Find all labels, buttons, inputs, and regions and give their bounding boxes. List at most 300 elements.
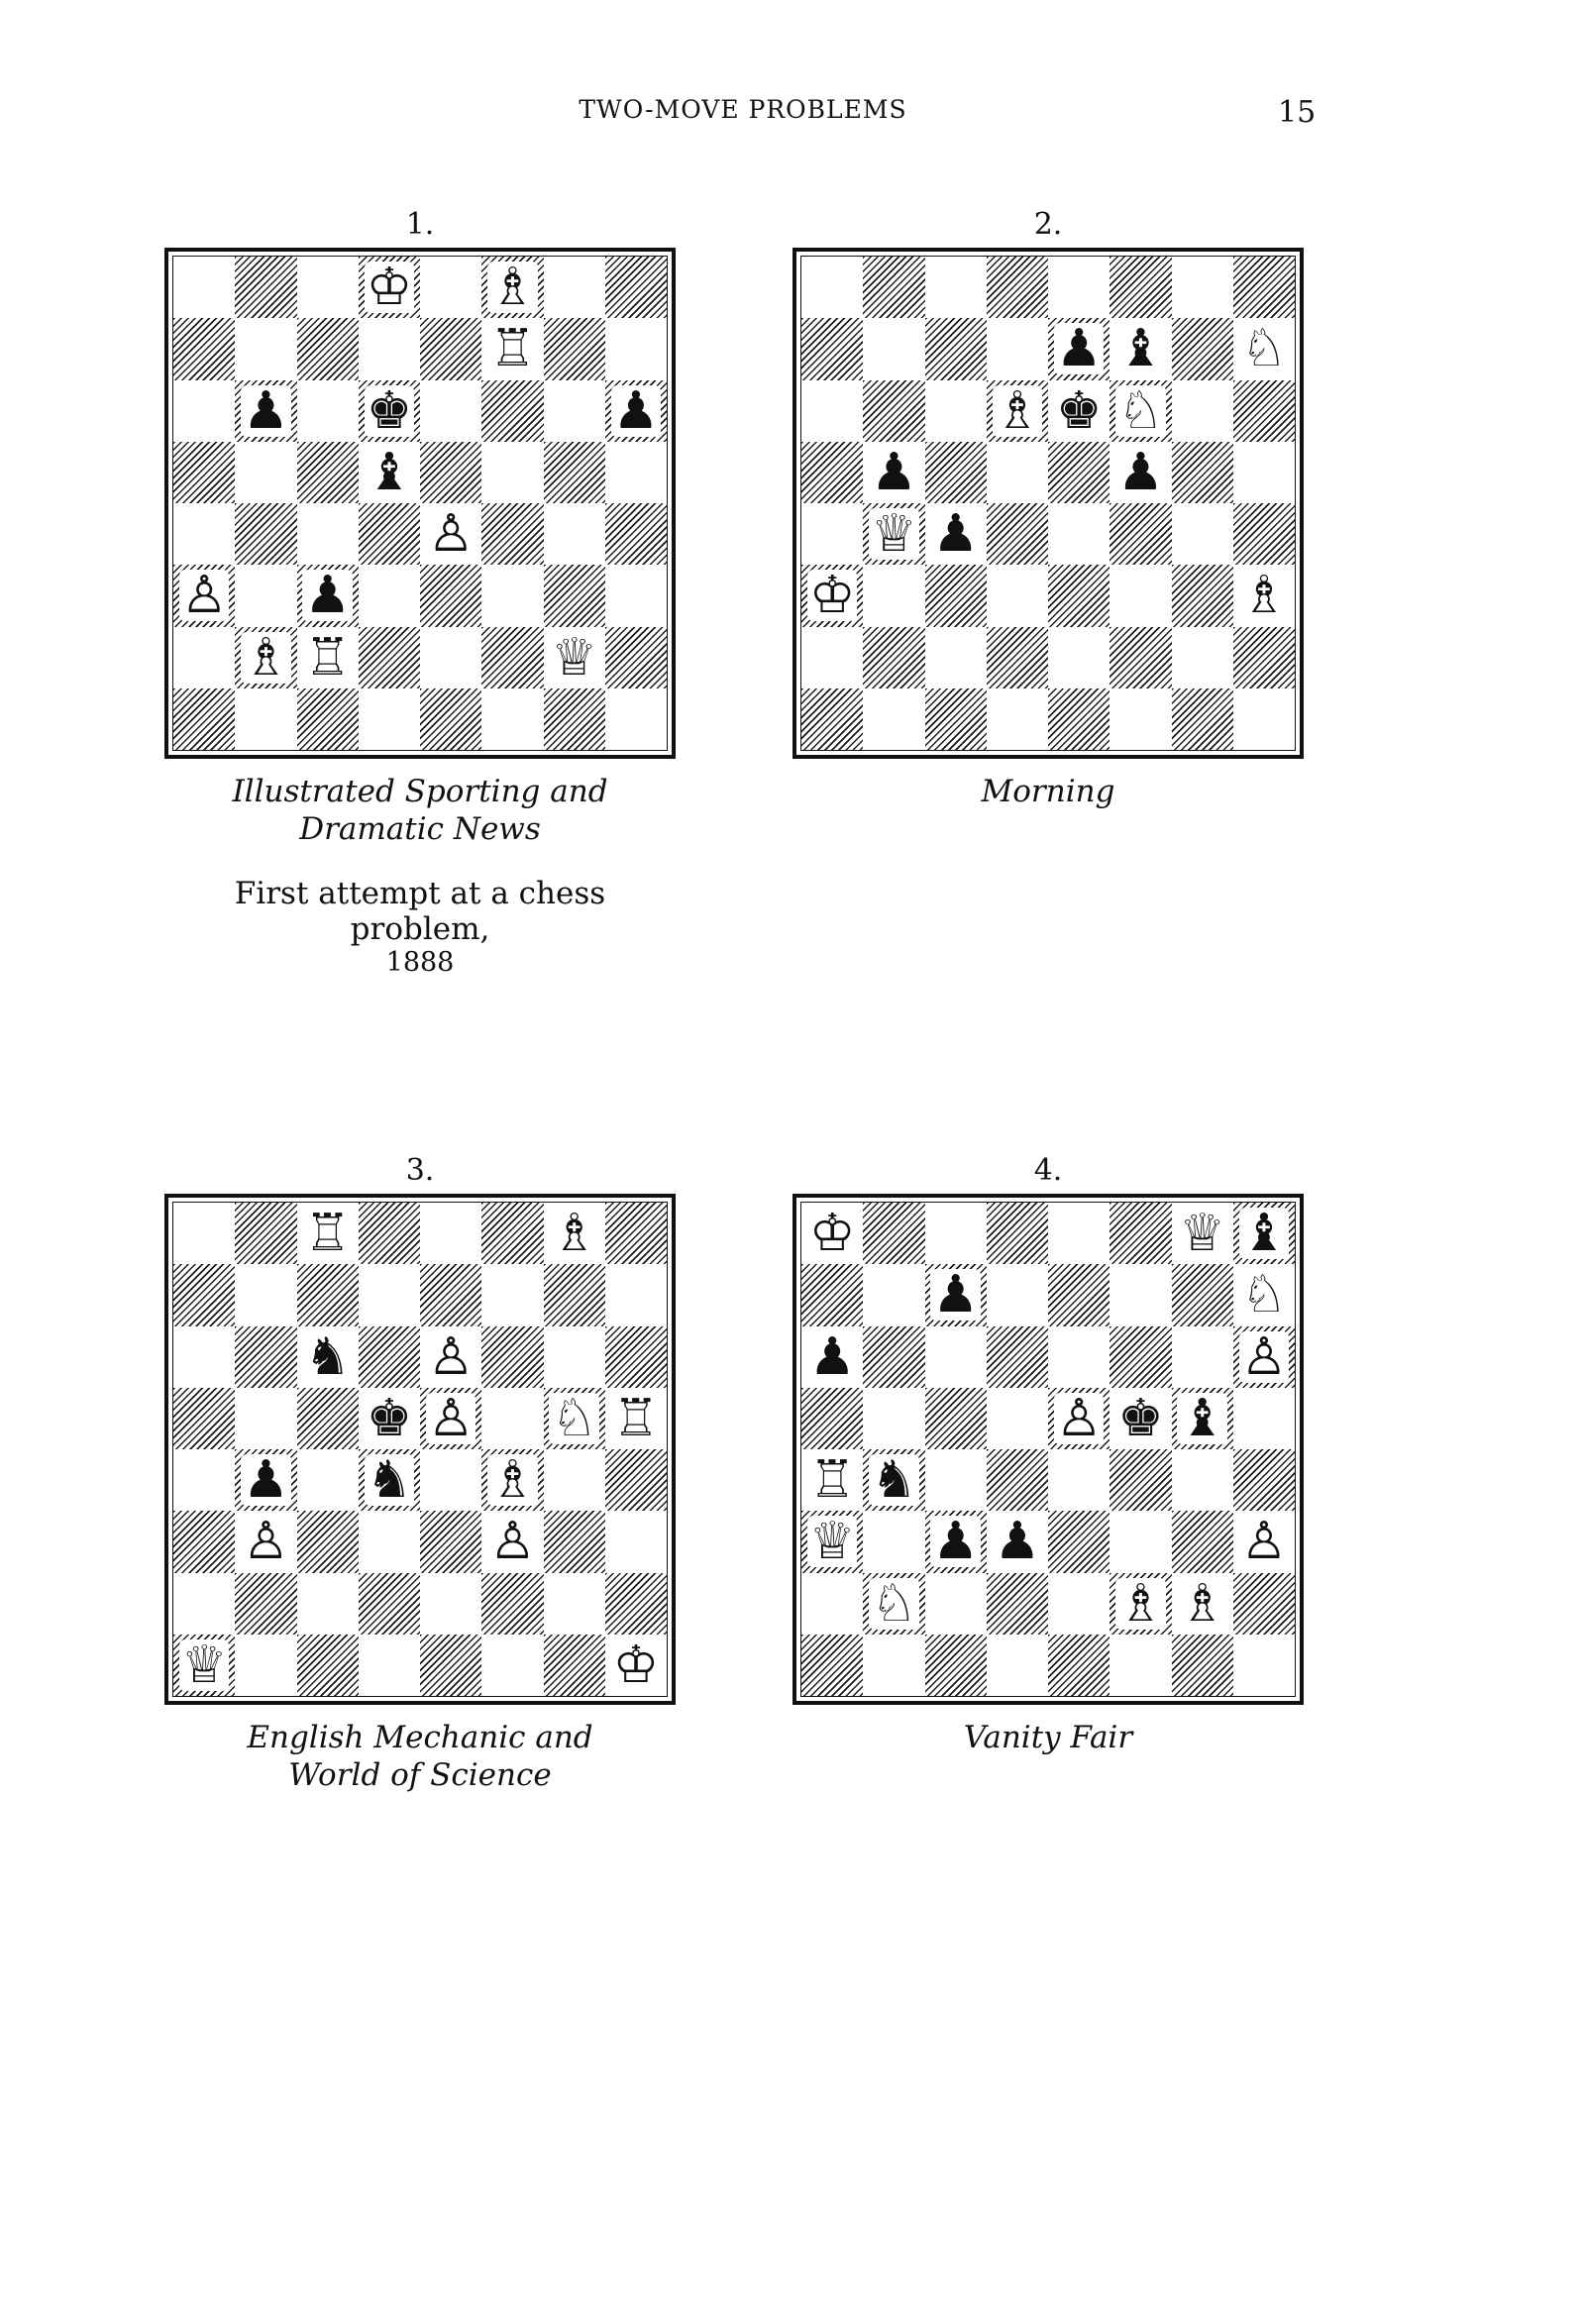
black-king-icon: ♚ (1055, 380, 1103, 441)
light-square (863, 688, 924, 750)
light-square (925, 257, 987, 318)
chess-board (792, 1194, 1304, 1705)
dark-square (1172, 1388, 1233, 1449)
dark-square (420, 318, 481, 379)
dark-square (801, 318, 863, 379)
dark-square (1048, 565, 1110, 626)
black-knight-icon: ♞ (871, 1450, 917, 1511)
black-pawn-icon: ♟ (243, 1450, 289, 1511)
white-bishop-icon: ♗ (994, 380, 1041, 441)
white-queen-icon: ♕ (871, 504, 917, 565)
light-square (1172, 503, 1233, 565)
light-square (544, 627, 605, 688)
light-square (925, 503, 987, 565)
dark-square (481, 380, 543, 442)
light-square (801, 1449, 863, 1511)
white-king-icon: ♔ (808, 566, 856, 626)
light-square (1172, 1573, 1233, 1635)
light-square (544, 503, 605, 565)
white-rook-icon: ♖ (304, 627, 351, 687)
dark-square (605, 380, 667, 442)
caption-line: World of Science (288, 1757, 552, 1793)
white-pawn-icon: ♙ (1055, 1388, 1103, 1448)
dark-square (1172, 442, 1233, 503)
light-square (1048, 257, 1110, 318)
light-square (1172, 1449, 1233, 1511)
dark-square (1048, 1511, 1110, 1572)
dark-square (420, 565, 481, 626)
dark-square (297, 1264, 359, 1325)
dark-square (173, 1635, 235, 1696)
dark-square (481, 503, 543, 565)
dark-square (359, 503, 420, 565)
black-pawn-icon: ♟ (808, 1326, 856, 1387)
dark-square (1048, 442, 1110, 503)
light-square (481, 1511, 543, 1572)
white-pawn-icon: ♙ (1240, 1512, 1288, 1572)
dark-square (605, 1203, 667, 1264)
light-square (544, 1203, 605, 1264)
dark-square (544, 1511, 605, 1572)
dark-square (297, 688, 359, 750)
light-square (925, 1573, 987, 1635)
light-square (544, 1326, 605, 1388)
problem-number: 2. (1033, 207, 1063, 242)
white-rook-icon: ♖ (808, 1450, 856, 1511)
dark-square (420, 1511, 481, 1572)
dark-square (987, 503, 1048, 565)
light-square (297, 503, 359, 565)
dark-square (481, 1326, 543, 1388)
light-square (1172, 257, 1233, 318)
light-square (863, 565, 924, 626)
light-square (359, 442, 420, 503)
dark-square (481, 1449, 543, 1511)
white-bishop-icon: ♗ (1240, 566, 1288, 626)
dark-square (863, 257, 924, 318)
dark-square (1048, 688, 1110, 750)
light-square (173, 257, 235, 318)
dark-square (987, 257, 1048, 318)
source-caption (164, 1719, 676, 1794)
dark-square (173, 318, 235, 379)
problem-number: 3. (405, 1153, 435, 1188)
problem-1 (164, 202, 676, 979)
light-square (1172, 380, 1233, 442)
problem-note: First attempt at a chess problem, (234, 876, 606, 947)
light-square (925, 1203, 987, 1264)
dark-square (1110, 380, 1171, 442)
black-pawn-icon: ♟ (1117, 442, 1164, 502)
light-square (605, 1264, 667, 1325)
light-square (605, 318, 667, 379)
black-pawn-icon: ♟ (994, 1512, 1041, 1572)
dark-square (925, 442, 987, 503)
light-square (801, 380, 863, 442)
white-knight-icon: ♘ (1240, 1265, 1288, 1325)
black-pawn-icon: ♟ (932, 504, 979, 565)
black-pawn-icon: ♟ (612, 380, 660, 441)
light-square (1233, 565, 1295, 626)
dark-square (987, 1203, 1048, 1264)
light-square (1048, 1573, 1110, 1635)
light-square (481, 688, 543, 750)
light-square (1048, 380, 1110, 442)
light-square (863, 1264, 924, 1325)
light-square (481, 1264, 543, 1325)
black-knight-icon: ♞ (304, 1326, 351, 1387)
light-square (1172, 1326, 1233, 1388)
black-pawn-icon: ♟ (871, 442, 917, 502)
white-pawn-icon: ♙ (427, 1388, 475, 1448)
dark-square (801, 688, 863, 750)
problem-year: 1888 (385, 947, 455, 978)
white-pawn-icon: ♙ (489, 1512, 536, 1572)
light-square (925, 1326, 987, 1388)
dark-square (1172, 1635, 1233, 1696)
dark-square (863, 1573, 924, 1635)
light-square (987, 565, 1048, 626)
dark-square (863, 1326, 924, 1388)
light-square (605, 565, 667, 626)
light-square (605, 1388, 667, 1449)
dark-square (297, 1635, 359, 1696)
black-pawn-icon: ♟ (932, 1512, 979, 1572)
light-square (173, 1573, 235, 1635)
dark-square (801, 1511, 863, 1572)
dark-square (925, 565, 987, 626)
light-square (605, 442, 667, 503)
light-square (235, 1264, 296, 1325)
dark-square (173, 1264, 235, 1325)
dark-square (863, 503, 924, 565)
problem-2 (792, 202, 1304, 810)
light-square (235, 688, 296, 750)
light-square (420, 627, 481, 688)
light-square (925, 627, 987, 688)
light-square (359, 318, 420, 379)
white-bishop-icon: ♗ (489, 1450, 536, 1511)
light-square (1110, 442, 1171, 503)
dark-square (544, 1264, 605, 1325)
light-square (1048, 1326, 1110, 1388)
light-square (987, 1635, 1048, 1696)
light-square (801, 1573, 863, 1635)
light-square (481, 318, 543, 379)
black-bishop-icon: ♝ (1117, 319, 1164, 379)
dark-square (359, 380, 420, 442)
white-knight-icon: ♘ (1117, 380, 1164, 441)
light-square (420, 380, 481, 442)
dark-square (1233, 1326, 1295, 1388)
light-square (297, 1203, 359, 1264)
dark-square (605, 257, 667, 318)
dark-square (235, 1449, 296, 1511)
white-bishop-icon: ♗ (551, 1204, 597, 1264)
black-pawn-icon: ♟ (1055, 319, 1103, 379)
light-square (1233, 688, 1295, 750)
dark-square (359, 1326, 420, 1388)
dark-square (420, 1264, 481, 1325)
light-square (359, 1388, 420, 1449)
dark-square (420, 688, 481, 750)
light-square (420, 1449, 481, 1511)
light-square (801, 1326, 863, 1388)
light-square (1172, 627, 1233, 688)
chess-board (164, 1194, 676, 1705)
light-square (173, 1203, 235, 1264)
dark-square (1233, 627, 1295, 688)
light-square (1233, 1388, 1295, 1449)
white-rook-icon: ♖ (612, 1388, 660, 1448)
light-square (297, 257, 359, 318)
light-square (297, 380, 359, 442)
light-square (987, 1264, 1048, 1325)
dark-square (1110, 627, 1171, 688)
light-square (1233, 1511, 1295, 1572)
dark-square (297, 442, 359, 503)
dark-square (544, 565, 605, 626)
dark-square (1233, 1573, 1295, 1635)
light-square (1110, 1388, 1171, 1449)
dark-square (1110, 1573, 1171, 1635)
light-square (544, 257, 605, 318)
source-caption (164, 773, 676, 848)
light-square (359, 565, 420, 626)
dark-square (1172, 688, 1233, 750)
black-king-icon: ♚ (1117, 1388, 1164, 1448)
dark-square (235, 257, 296, 318)
light-square (1110, 1635, 1171, 1696)
white-queen-icon: ♕ (808, 1512, 856, 1572)
light-square (925, 1449, 987, 1511)
black-king-icon: ♚ (366, 380, 413, 441)
dark-square (1172, 565, 1233, 626)
light-square (420, 257, 481, 318)
light-square (1110, 318, 1171, 379)
light-square (987, 688, 1048, 750)
dark-square (1233, 1203, 1295, 1264)
light-square (801, 1203, 863, 1264)
light-square (605, 688, 667, 750)
dark-square (481, 1573, 543, 1635)
dark-square (1048, 1264, 1110, 1325)
light-square (420, 1573, 481, 1635)
dark-square (235, 1573, 296, 1635)
light-square (235, 565, 296, 626)
chess-board (792, 248, 1304, 759)
light-square (801, 627, 863, 688)
dark-square (481, 627, 543, 688)
dark-square (420, 1388, 481, 1449)
dark-square (1110, 1326, 1171, 1388)
caption-line: Vanity Fair (963, 1720, 1133, 1755)
dark-square (863, 1449, 924, 1511)
dark-square (863, 627, 924, 688)
white-queen-icon: ♕ (180, 1635, 228, 1695)
light-square (987, 1388, 1048, 1449)
light-square (544, 1449, 605, 1511)
dark-square (297, 318, 359, 379)
dark-square (235, 627, 296, 688)
light-square (863, 442, 924, 503)
light-square (420, 503, 481, 565)
light-square (863, 1511, 924, 1572)
black-bishop-icon: ♝ (366, 442, 413, 502)
white-queen-icon: ♕ (551, 627, 597, 687)
white-king-icon: ♔ (612, 1635, 660, 1695)
light-square (173, 380, 235, 442)
dark-square (1233, 1449, 1295, 1511)
light-square (420, 1326, 481, 1388)
light-square (801, 257, 863, 318)
white-king-icon: ♔ (808, 1204, 856, 1264)
dark-square (801, 1635, 863, 1696)
dark-square (544, 1635, 605, 1696)
white-bishop-icon: ♗ (489, 258, 536, 318)
light-square (1048, 1203, 1110, 1264)
light-square (297, 1573, 359, 1635)
problem-number: 4. (1033, 1153, 1063, 1188)
white-pawn-icon: ♙ (243, 1512, 289, 1572)
dark-square (297, 565, 359, 626)
caption-line: Morning (981, 774, 1115, 809)
dark-square (1110, 257, 1171, 318)
dark-square (544, 1388, 605, 1449)
dark-square (1233, 380, 1295, 442)
dark-square (987, 627, 1048, 688)
white-king-icon: ♔ (366, 258, 413, 318)
dark-square (173, 1388, 235, 1449)
light-square (1048, 627, 1110, 688)
dark-square (235, 1326, 296, 1388)
light-square (605, 1511, 667, 1572)
problem-number: 1. (405, 207, 435, 242)
dark-square (1048, 1635, 1110, 1696)
dark-square (605, 1449, 667, 1511)
dark-square (1172, 1264, 1233, 1325)
light-square (1048, 1449, 1110, 1511)
dark-square (1048, 1388, 1110, 1449)
dark-square (987, 1449, 1048, 1511)
dark-square (173, 565, 235, 626)
dark-square (481, 257, 543, 318)
light-square (1048, 503, 1110, 565)
dark-square (359, 1573, 420, 1635)
black-bishop-icon: ♝ (1240, 1204, 1288, 1264)
light-square (297, 1326, 359, 1388)
light-square (359, 688, 420, 750)
light-square (481, 1388, 543, 1449)
white-rook-icon: ♖ (304, 1204, 351, 1264)
dark-square (1048, 318, 1110, 379)
dark-square (1110, 1203, 1171, 1264)
dark-square (235, 503, 296, 565)
light-square (235, 442, 296, 503)
white-pawn-icon: ♙ (1240, 1326, 1288, 1387)
dark-square (359, 257, 420, 318)
light-square (359, 1511, 420, 1572)
dark-square (481, 1203, 543, 1264)
light-square (173, 1449, 235, 1511)
light-square (235, 318, 296, 379)
dark-square (801, 442, 863, 503)
light-square (481, 1635, 543, 1696)
light-square (1233, 1635, 1295, 1696)
chess-board (164, 248, 676, 759)
dark-square (420, 1635, 481, 1696)
white-bishop-icon: ♗ (243, 627, 289, 687)
light-square (481, 442, 543, 503)
dark-square (925, 1264, 987, 1325)
black-pawn-icon: ♟ (932, 1265, 979, 1325)
dark-square (359, 627, 420, 688)
white-rook-icon: ♖ (489, 319, 536, 379)
dark-square (1233, 257, 1295, 318)
light-square (359, 1264, 420, 1325)
white-bishop-icon: ♗ (1179, 1573, 1225, 1634)
dark-square (801, 1388, 863, 1449)
light-square (1233, 318, 1295, 379)
light-square (359, 1635, 420, 1696)
dark-square (297, 1511, 359, 1572)
dark-square (605, 627, 667, 688)
white-queen-icon: ♕ (1179, 1204, 1225, 1264)
white-pawn-icon: ♙ (427, 1326, 475, 1387)
caption-line: Dramatic News (299, 811, 541, 847)
dark-square (359, 1449, 420, 1511)
page-number: 15 (1278, 95, 1317, 130)
dark-square (605, 1326, 667, 1388)
light-square (544, 1573, 605, 1635)
dark-square (544, 318, 605, 379)
running-head: TWO-MOVE PROBLEMS (579, 95, 907, 124)
dark-square (925, 1635, 987, 1696)
light-square (863, 1388, 924, 1449)
light-square (863, 1635, 924, 1696)
dark-square (173, 442, 235, 503)
dark-square (1172, 318, 1233, 379)
white-knight-icon: ♘ (1240, 319, 1288, 379)
light-square (173, 627, 235, 688)
light-square (420, 1203, 481, 1264)
problem-4 (792, 1148, 1304, 1756)
light-square (605, 1635, 667, 1696)
dark-square (987, 1573, 1048, 1635)
dark-square (173, 1511, 235, 1572)
black-knight-icon: ♞ (366, 1450, 413, 1511)
light-square (987, 442, 1048, 503)
dark-square (863, 1203, 924, 1264)
dark-square (235, 1203, 296, 1264)
dark-square (987, 380, 1048, 442)
white-knight-icon: ♘ (551, 1388, 597, 1448)
dark-square (1172, 1511, 1233, 1572)
white-pawn-icon: ♙ (427, 504, 475, 565)
light-square (481, 565, 543, 626)
light-square (1172, 1203, 1233, 1264)
dark-square (1110, 503, 1171, 565)
dark-square (987, 1326, 1048, 1388)
light-square (987, 1511, 1048, 1572)
light-square (235, 1511, 296, 1572)
light-square (1110, 565, 1171, 626)
dark-square (605, 1573, 667, 1635)
light-square (297, 627, 359, 688)
caption-line: English Mechanic and (247, 1720, 593, 1755)
light-square (173, 1326, 235, 1388)
black-pawn-icon: ♟ (304, 566, 351, 626)
